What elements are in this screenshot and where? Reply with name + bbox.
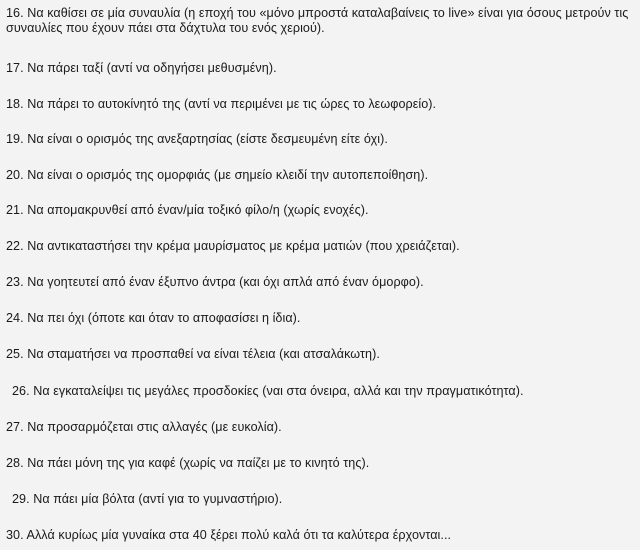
list-item-19: 19. Να είναι ο ορισμός της ανεξαρτησίας (είστε δεσμευμένη είτε όχι). — [6, 132, 388, 146]
list-item-30: 30. Αλλά κυρίως μία γυναίκα στα 40 ξέρει πολύ καλά ότι τα καλύτερα έρχονται... — [6, 528, 452, 542]
list-item-22: 22. Να αντικαταστήσει την κρέμα μαυρίσματος με κρέμα ματιών (που χρειάζεται). — [6, 239, 460, 253]
list-item-24: 24. Να πει όχι (όποτε και όταν το αποφασίσει η ίδια). — [6, 311, 301, 325]
list-item-16: 16. Να καθίσει σε μία συναυλία (η εποχή του «μόνο μπροστά καταλαβαίνεις το live» είναι για όσους μετρούν τις συναυλίες που έχουν πάει στα δάχτυλα του ενός χεριού). — [6, 6, 629, 35]
list-item-28: 28. Να πάει μόνη της για καφέ (χωρίς να παίζει με το κινητό της). — [6, 456, 370, 470]
list-item-17: 17. Να πάρει ταξί (αντί να οδηγήσει μεθυσμένη). — [6, 61, 277, 75]
list-item-29: 29. Να πάει μία βόλτα (αντί για το γυμναστήριο). — [12, 492, 283, 506]
list-item-23: 23. Να γοητευτεί από έναν έξυπνο άντρα (και όχι απλά από έναν όμορφο). — [6, 275, 424, 289]
list-item-25: 25. Να σταματήσει να προσπαθεί να είναι τέλεια (και ατσαλάκωτη). — [6, 347, 380, 361]
list-item-20: 20. Να είναι ο ορισμός της ομορφιάς (με σημείο κλειδί την αυτοπεποίθηση). — [6, 168, 429, 182]
list-item-21: 21. Να απομακρυνθεί από έναν/μία τοξικό φίλο/η (χωρίς ενοχές). — [6, 203, 369, 217]
list-item-26: 26. Να εγκαταλείψει τις μεγάλες προσδοκίες (ναι στα όνειρα, αλλά και την πραγματικότητα). — [12, 384, 524, 398]
list-item-18: 18. Να πάρει το αυτοκίνητό της (αντί να περιμένει με τις ώρες το λεωφορείο). — [6, 97, 437, 111]
list-item-27: 27. Να προσαρμόζεται στις αλλαγές (με ευκολία). — [6, 420, 282, 434]
